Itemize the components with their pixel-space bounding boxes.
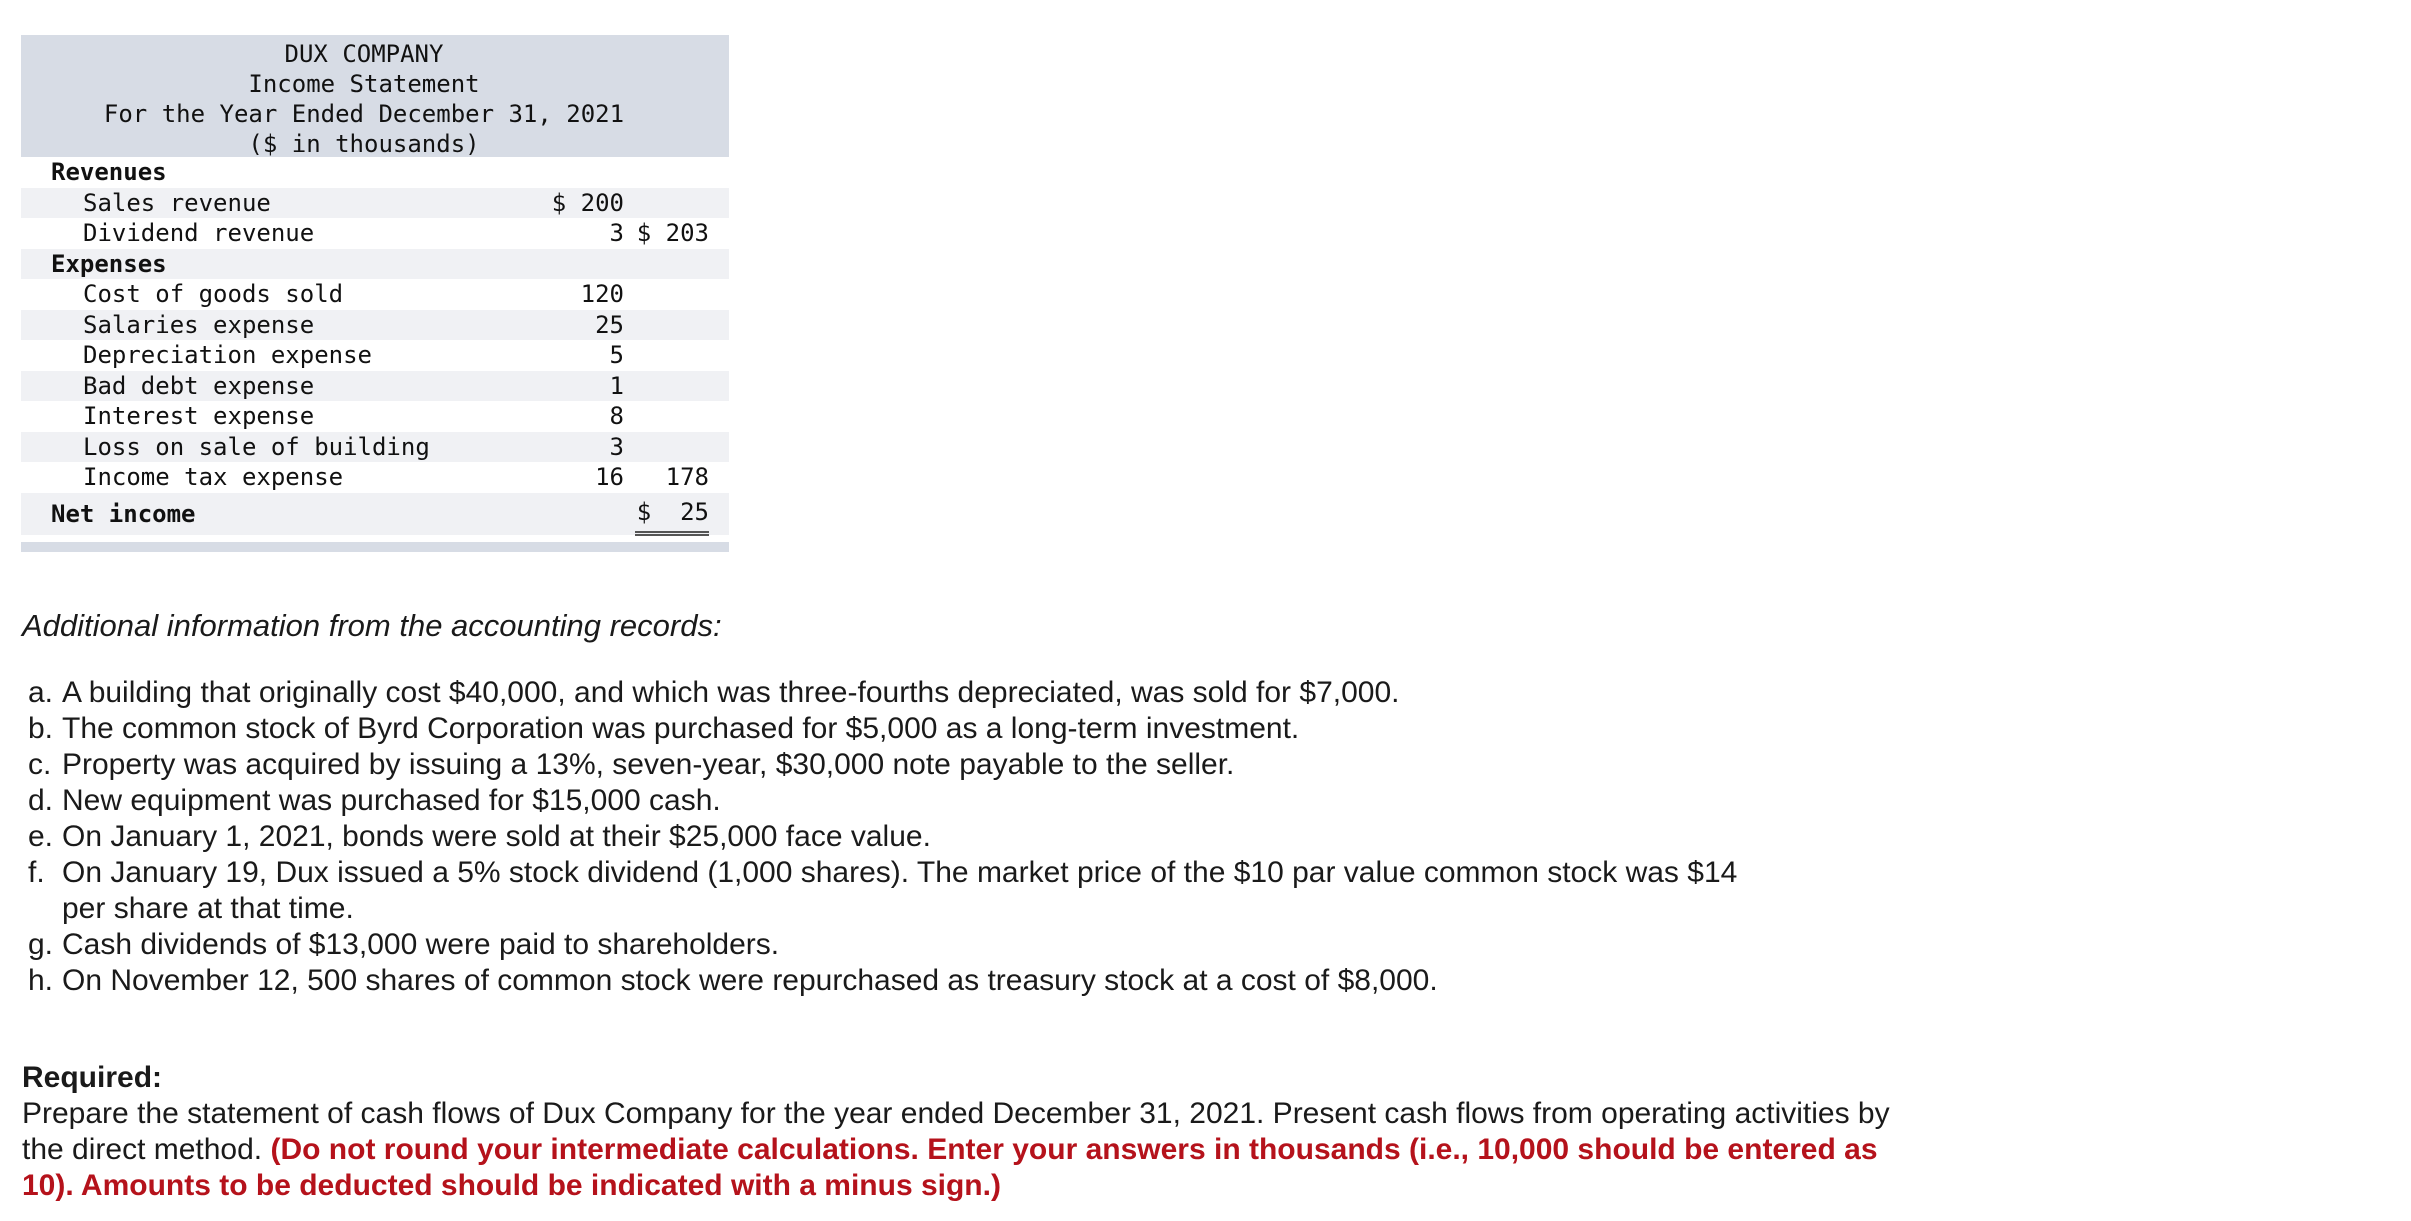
expenses-heading: Expenses — [51, 249, 167, 278]
row-amount: $ 200 — [551, 188, 624, 217]
row-amount: 3 — [609, 432, 624, 461]
item-key: f. — [28, 856, 45, 889]
list-item — [28, 855, 1928, 927]
item-key: c. — [28, 748, 52, 781]
table-row — [21, 279, 729, 310]
row-label: Cost of goods sold — [83, 280, 344, 308]
item-key: d. — [28, 784, 54, 817]
required-body — [22, 1096, 1922, 1204]
item-key: b. — [28, 712, 54, 745]
net-income-value: $ 25 — [635, 493, 709, 536]
row-label: Depreciation expense — [83, 341, 372, 369]
row-label: Bad debt expense — [83, 371, 315, 400]
item-text: On November 12, 500 shares of common stock were repurchased as treasury stock at a cost of $8,000. — [62, 964, 1438, 997]
item-key: e. — [28, 820, 54, 853]
list-item — [28, 819, 1928, 855]
income-statement — [21, 35, 729, 552]
list-item — [28, 675, 1928, 711]
required-title: Required: — [22, 1061, 163, 1094]
expenses-heading-row — [21, 249, 729, 280]
list-item — [28, 963, 1928, 999]
statement-period: For the Year Ended December 31, 2021 — [103, 100, 625, 128]
statement-header — [21, 35, 729, 157]
row-amount: 120 — [580, 280, 624, 308]
table-row — [21, 218, 729, 249]
list-item — [28, 747, 1928, 783]
table-row — [21, 401, 729, 432]
row-amount: 5 — [609, 341, 624, 369]
row-amount: 25 — [595, 310, 624, 339]
table-row — [21, 432, 729, 463]
row-total: $ 203 — [636, 219, 709, 247]
item-text: New equipment was purchased for $15,000 cash. — [62, 784, 721, 817]
required-section — [22, 1060, 1922, 1204]
row-label: Income tax expense — [83, 463, 344, 491]
item-text: Cash dividends of $13,000 were paid to shareholders. — [62, 928, 780, 961]
company-name: DUX COMPANY — [284, 40, 444, 68]
row-amount: 3 — [570, 218, 624, 251]
item-key: g. — [28, 928, 54, 961]
net-income-row — [21, 493, 729, 535]
item-text: A building that originally cost $40,000, and which was three-fourths depreciated, was sold for $7,000. — [62, 676, 1400, 709]
list-item — [28, 783, 1928, 819]
row-amount: 16 — [569, 462, 624, 495]
item-key: a. — [28, 676, 54, 709]
row-label: Sales revenue — [83, 188, 271, 217]
required-instruction: (Do not round your intermediate calculations. Enter your answers in thousands (i.e., 10,000 should be entered as 10). Amounts to be deducted should be indicated with a minus sign.) — [22, 1133, 1878, 1202]
row-amount: 1 — [609, 371, 624, 400]
row-label: Dividend revenue — [83, 219, 315, 247]
table-row — [21, 462, 729, 493]
statement-title: Income Statement — [248, 70, 480, 98]
table-row — [21, 188, 729, 219]
item-key: h. — [28, 964, 54, 997]
statement-units: ($ in thousands) — [248, 130, 480, 158]
revenues-heading: Revenues — [51, 158, 167, 186]
list-item — [28, 927, 1928, 963]
statement-footer-bar — [21, 542, 729, 552]
additional-info-heading: Additional information from the accounting records: — [22, 608, 722, 643]
item-text: On January 1, 2021, bonds were sold at their $25,000 face value. — [62, 820, 931, 853]
row-total: 178 — [652, 462, 709, 495]
revenues-heading-row — [21, 157, 729, 188]
table-row — [21, 340, 729, 371]
row-label: Interest expense — [83, 402, 315, 430]
required-text: Prepare the statement of cash flows of Dux Company for the year ended December 31, 2021. Present cash flows from operating activities by the direct method. — [22, 1097, 1890, 1166]
item-text: On January 19, Dux issued a 5% stock dividend (1,000 shares). The market price of the $10 par value common stock was $14 per share at that time. — [62, 856, 1738, 925]
list-item — [28, 711, 1928, 747]
item-text: Property was acquired by issuing a 13%, seven-year, $30,000 note payable to the seller. — [62, 748, 1235, 781]
item-text: The common stock of Byrd Corporation was purchased for $5,000 as a long-term investment. — [62, 712, 1300, 745]
row-label: Salaries expense — [83, 310, 315, 339]
table-row — [21, 310, 729, 341]
additional-info-list — [28, 675, 1928, 999]
table-row — [21, 371, 729, 402]
row-label: Loss on sale of building — [83, 432, 430, 461]
row-amount: 8 — [609, 402, 624, 430]
net-income-label: Net income — [51, 499, 196, 528]
